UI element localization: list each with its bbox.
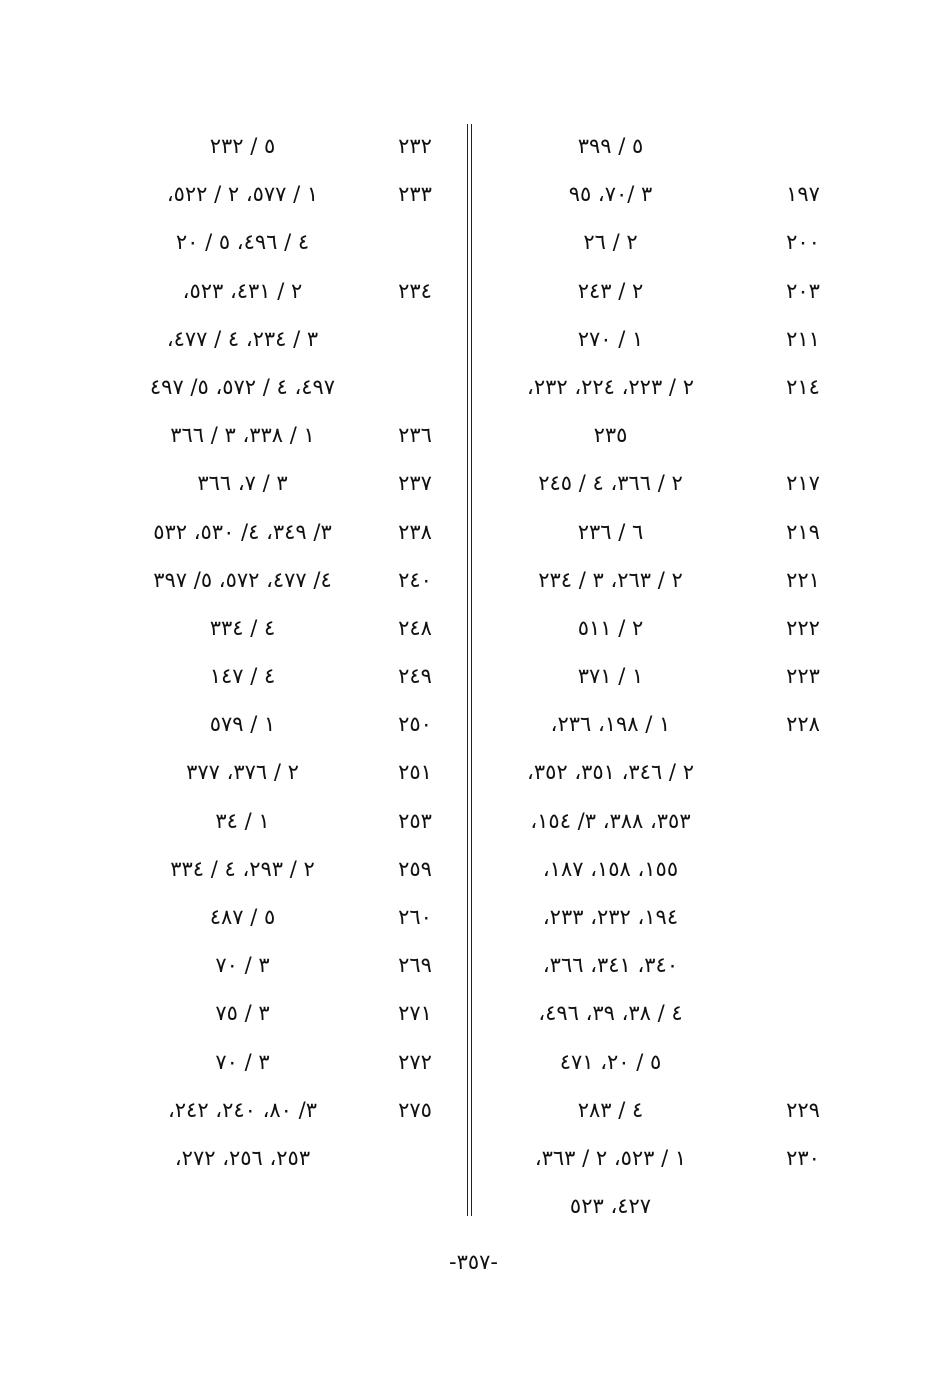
entry-references: ٢ / ٣٦٦، ٤ / ٢٤٥ xyxy=(538,471,683,496)
index-entry-row xyxy=(478,120,838,168)
entry-references: ٢ / ٢٤٣ xyxy=(577,278,644,303)
entry-references: ٤٢٧، ٥٢٣ xyxy=(569,1194,652,1219)
index-entry-row xyxy=(478,939,838,987)
entry-number: ٢٥٠ xyxy=(398,712,432,737)
entry-references: ٣/ ٣٤٩، ٤/ ٥٣٠، ٥٣٢ xyxy=(153,519,332,544)
entry-number: ٢٢٣ xyxy=(786,664,820,689)
entry-number: ٢٤٨ xyxy=(398,615,432,640)
right-index-column xyxy=(478,120,838,1228)
entry-references: ١ / ٣٧١ xyxy=(577,664,644,689)
index-entry-row xyxy=(100,602,460,650)
entry-references: ١ / ٥٢٣، ٢ / ٣٦٣، xyxy=(534,1145,687,1170)
index-entry-row xyxy=(100,1084,460,1132)
entry-references: ٢ / ٢٩٣، ٤ / ٣٣٤ xyxy=(170,856,315,881)
index-entry-row xyxy=(100,506,460,554)
entry-number: ٢٤٩ xyxy=(398,664,432,689)
entry-references: ٣ / ٧٠ xyxy=(215,1049,270,1074)
entry-references: ١ / ١٩٨، ٢٣٦، xyxy=(550,712,671,737)
entry-references: ١٥٥، ١٥٨، ١٨٧، xyxy=(542,856,679,881)
entry-number: ٢٦٩ xyxy=(398,953,432,978)
entry-references: ٣ / ٧٥ xyxy=(215,1001,270,1026)
entry-references: ٤ / ٣٣٤ xyxy=(209,615,276,640)
entry-number: ٢٢٢ xyxy=(786,615,820,640)
index-entry-row xyxy=(100,698,460,746)
entry-references: ٢ / ٣٤٦، ٣٥١، ٣٥٢، xyxy=(527,760,694,785)
entry-number: ٢٢١ xyxy=(786,567,820,592)
entry-number: ٢٥١ xyxy=(398,760,432,785)
entry-references: ٤ / ٤٩٦، ٥ / ٢٠ xyxy=(175,230,310,255)
entry-references: ٢ / ٢٦ xyxy=(583,230,638,255)
entry-references: ٢٥٣، ٢٥٦، ٢٧٢، xyxy=(174,1145,311,1170)
index-entry-row xyxy=(478,1036,838,1084)
index-entry-row xyxy=(478,168,838,216)
entry-references: ٣/ ٨٠، ٢٤٠، ٢٤٢، xyxy=(168,1097,317,1122)
entry-references: ٥ / ٢٠، ٤٧١ xyxy=(559,1049,662,1074)
entry-number: ٢٠٠ xyxy=(786,230,820,255)
entry-number: ٢٤٠ xyxy=(398,567,432,592)
index-entry-row xyxy=(100,265,460,313)
entry-number: ٢١٧ xyxy=(786,471,820,496)
entry-references: ٣ /٧٠، ٩٥ xyxy=(568,182,653,207)
entry-references: ٤ / ٢٨٣ xyxy=(577,1097,644,1122)
index-entry-row xyxy=(478,1084,838,1132)
index-entry-row xyxy=(478,216,838,264)
entry-references: ٤/ ٤٧٧، ٥٧٢، ٥/ ٣٩٧ xyxy=(153,567,332,592)
index-entry-row xyxy=(100,216,460,264)
index-entry-row xyxy=(100,891,460,939)
index-entry-row xyxy=(100,795,460,843)
entry-references: ٢ / ٢٦٣، ٣ / ٢٣٤ xyxy=(538,567,683,592)
index-entry-row xyxy=(478,1180,838,1228)
index-entry-row xyxy=(478,746,838,794)
entry-references: ١٩٤، ٢٣٢، ٢٣٣، xyxy=(542,905,679,929)
index-entry-row xyxy=(478,265,838,313)
entry-number: ٢٦٠ xyxy=(398,905,432,929)
entry-number: ٢٢٩ xyxy=(786,1097,820,1122)
entry-number: ٢٥٣ xyxy=(398,808,432,833)
page-number: -٣٥٧- xyxy=(449,1250,498,1274)
entry-references: ٢ / ٢٢٣، ٢٢٤، ٢٣٢، xyxy=(527,374,694,399)
entry-references: ١ / ٥٧٧، ٢ / ٥٢٢، xyxy=(166,182,319,207)
entry-references: ١ / ٣٤ xyxy=(215,808,270,833)
index-entry-row xyxy=(478,698,838,746)
index-entry-row xyxy=(100,1132,460,1180)
entry-number: ٢١١ xyxy=(786,326,820,351)
entry-references: ٣ / ٧٠ xyxy=(215,953,270,978)
entry-number: ٢٧٢ xyxy=(398,1049,432,1074)
index-entry-row xyxy=(478,891,838,939)
entry-references: ٣٤٠، ٣٤١، ٣٦٦، xyxy=(542,953,679,978)
entry-number: ٢٣٧ xyxy=(398,471,432,496)
entry-references: ٥ / ٢٣٢ xyxy=(209,134,276,158)
index-entry-row xyxy=(100,939,460,987)
entry-number: ٢١٩ xyxy=(786,519,820,544)
index-entry-row xyxy=(478,602,838,650)
entry-number: ١٩٧ xyxy=(786,182,820,207)
entry-number: ٢٣٤ xyxy=(398,278,432,303)
entry-references: ٤ / ١٤٧ xyxy=(209,664,276,689)
index-entry-row xyxy=(100,120,460,168)
index-entry-row xyxy=(100,457,460,505)
index-entry-row xyxy=(478,457,838,505)
entry-references: ٥ / ٤٨٧ xyxy=(209,905,276,929)
entry-number: ٢٢٨ xyxy=(786,712,820,737)
entry-number: ٢٥٩ xyxy=(398,856,432,881)
entry-references: ١ / ٣٣٨، ٣ / ٣٦٦ xyxy=(170,423,315,448)
index-entry-row xyxy=(478,843,838,891)
index-entry-row xyxy=(100,409,460,457)
index-entry-row xyxy=(478,650,838,698)
entry-references: ١ / ٥٧٩ xyxy=(209,712,276,737)
index-entry-row xyxy=(100,843,460,891)
entry-references: ٣ / ٢٣٤، ٤ / ٤٧٧، xyxy=(166,326,319,351)
entry-references: ٣٥٣، ٣٨٨، ٣/ ١٥٤، xyxy=(530,808,691,833)
index-entry-row xyxy=(478,987,838,1035)
entry-references: ٦ / ٢٣٦ xyxy=(577,519,644,544)
entry-references: ١ / ٢٧٠ xyxy=(577,326,644,351)
entry-number: ٢٣٣ xyxy=(398,182,432,207)
index-entry-row xyxy=(100,746,460,794)
index-entry-row xyxy=(100,361,460,409)
entry-number: ٢٣٢ xyxy=(398,134,432,158)
index-entry-row xyxy=(478,361,838,409)
index-entry-row xyxy=(478,409,838,457)
entry-references: ٢ / ٣٧٦، ٣٧٧ xyxy=(186,760,299,785)
entry-number: ٢٣٠ xyxy=(786,1145,820,1170)
index-entry-row xyxy=(100,313,460,361)
entry-number: ٢٧٥ xyxy=(398,1097,432,1122)
index-entry-row xyxy=(100,650,460,698)
entry-number: ٢٠٣ xyxy=(786,278,820,303)
entry-references: ٢ / ٥١١ xyxy=(577,615,644,640)
entry-references: ٢ / ٤٣١، ٥٢٣، xyxy=(182,278,303,303)
index-entry-row xyxy=(100,168,460,216)
entry-number: ٢٣٨ xyxy=(398,519,432,544)
left-index-column xyxy=(100,120,460,1180)
index-entry-row xyxy=(478,313,838,361)
index-entry-row xyxy=(478,1132,838,1180)
entry-references: ٥ / ٣٩٩ xyxy=(577,134,644,158)
entry-number: ٢١٤ xyxy=(786,374,820,399)
index-entry-row xyxy=(478,506,838,554)
index-entry-row xyxy=(478,554,838,602)
index-entry-row xyxy=(100,987,460,1035)
entry-references: ٢٣٥ xyxy=(593,423,628,448)
index-entry-row xyxy=(100,554,460,602)
entry-number: ٢٧١ xyxy=(398,1001,432,1026)
entry-references: ٤٩٧، ٤ / ٥٧٢، ٥/ ٤٩٧ xyxy=(149,374,336,399)
index-entry-row xyxy=(478,795,838,843)
column-divider xyxy=(467,124,472,1216)
entry-references: ٣ / ٧، ٣٦٦ xyxy=(197,471,288,496)
index-entry-row xyxy=(100,1036,460,1084)
entry-number: ٢٣٦ xyxy=(398,423,432,448)
entry-references: ٤ / ٣٨، ٣٩، ٤٩٦، xyxy=(538,1001,683,1026)
